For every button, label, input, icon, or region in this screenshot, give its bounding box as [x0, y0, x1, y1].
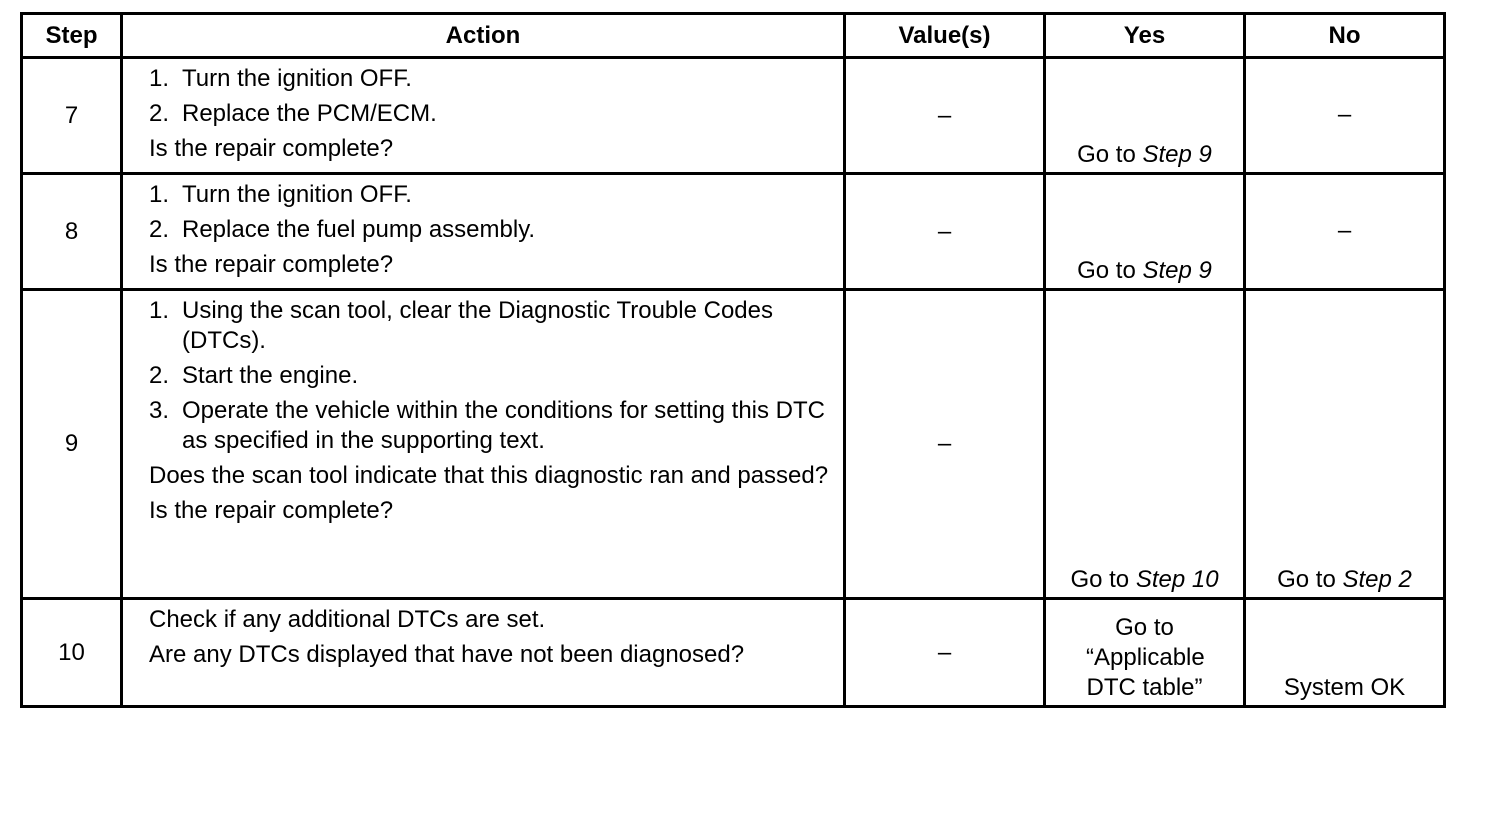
diagnostic-table-container	[20, 12, 1446, 708]
action-cell	[122, 599, 845, 707]
header-step: Step	[22, 14, 122, 58]
action-instruction: Check if any additional DTCs are set.	[149, 606, 546, 633]
no-cell: Go to Step 2	[1245, 290, 1445, 599]
action-question: Is the repair complete?	[149, 135, 394, 162]
action-question: Is the repair complete?	[149, 251, 394, 278]
value-cell: –	[845, 58, 1045, 174]
yes-cell: Go to Step 9	[1045, 58, 1245, 174]
step-number: 8	[22, 174, 122, 290]
step-number: 7	[22, 58, 122, 174]
table-row	[22, 290, 1445, 599]
header-values: Value(s)	[845, 14, 1045, 58]
action-line: 2. Replace the fuel pump assembly.	[149, 216, 536, 243]
table-row	[22, 174, 1445, 290]
step-link: Step 9	[1142, 141, 1212, 168]
step-link: Step 9	[1142, 257, 1212, 284]
header-yes: Yes	[1045, 14, 1245, 58]
value-cell: –	[845, 290, 1045, 599]
action-line: 1. Using the scan tool, clear the Diagnostic Trouble Codes (DTCs).	[149, 297, 773, 354]
step-link: Step 10	[1135, 566, 1219, 593]
value-cell: –	[845, 174, 1045, 290]
action-question: Is the repair complete?	[149, 497, 394, 524]
action-line: 1. Turn the ignition OFF.	[149, 65, 412, 92]
step-number: 9	[22, 290, 122, 599]
table-row	[22, 599, 1445, 707]
no-cell: –	[1245, 174, 1445, 290]
action-cell	[122, 290, 845, 599]
action-line: 2. Replace the PCM/ECM.	[149, 100, 437, 127]
value-cell: –	[845, 599, 1045, 707]
header-action: Action	[122, 14, 845, 58]
action-line: 1. Turn the ignition OFF.	[149, 181, 412, 208]
yes-cell: Go to Step 10	[1045, 290, 1245, 599]
header-row	[22, 14, 1445, 58]
no-cell: –	[1245, 58, 1445, 174]
action-question: Does the scan tool indicate that this diagnostic ran and passed?	[149, 462, 829, 489]
yes-cell: Go to “Applicable DTC table”	[1045, 599, 1245, 707]
step-link: Step 2	[1342, 566, 1412, 593]
action-line: 3. Operate the vehicle within the conditions for setting this DTC as specified in the supporting text.	[149, 397, 825, 454]
action-question: Are any DTCs displayed that have not been diagnosed?	[149, 641, 745, 668]
step-number: 10	[22, 599, 122, 707]
table-row	[22, 58, 1445, 174]
header-no: No	[1245, 14, 1445, 58]
no-cell: System OK	[1245, 599, 1445, 707]
action-cell	[122, 174, 845, 290]
action-cell	[122, 58, 845, 174]
diagnostic-table	[20, 12, 1446, 708]
yes-cell: Go to Step 9	[1045, 174, 1245, 290]
action-line: 2. Start the engine.	[149, 362, 359, 389]
